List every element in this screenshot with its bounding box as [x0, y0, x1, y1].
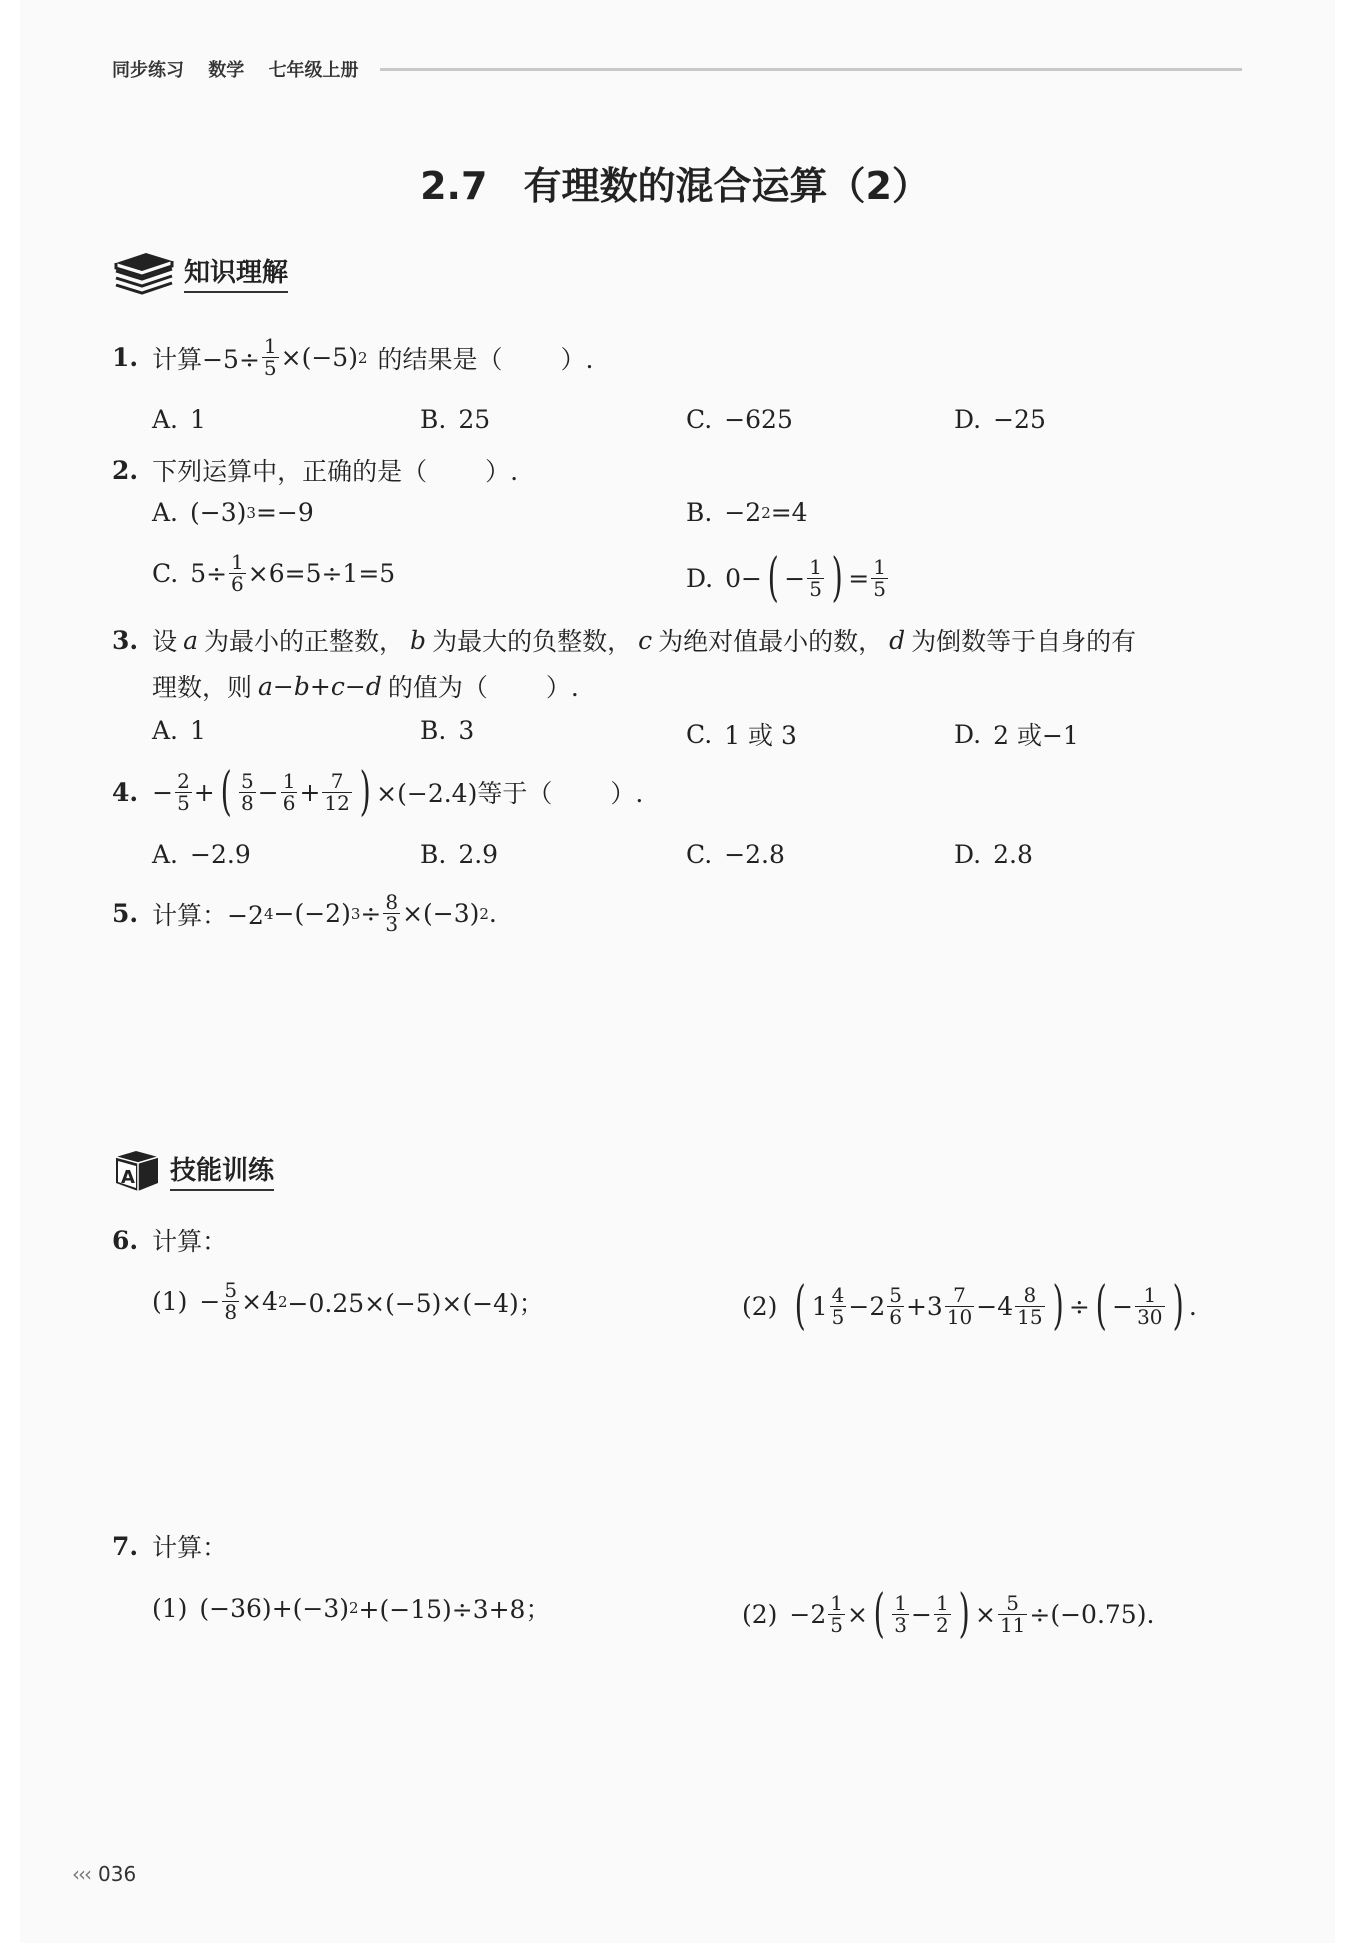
- denominator: 5: [177, 790, 190, 815]
- svg-text:A: A: [121, 1167, 135, 1188]
- option-letter: B.: [420, 405, 447, 434]
- question-number: 5.: [112, 899, 139, 928]
- denominator: 6: [889, 1304, 902, 1329]
- chevrons-left-icon: ‹‹‹: [72, 1862, 90, 1886]
- skills-section-heading: [112, 1146, 274, 1194]
- book-name: 同步练习: [112, 60, 184, 81]
- fraction: [830, 1282, 847, 1329]
- numerator: 1: [809, 554, 822, 579]
- q1-option-b[interactable]: [420, 405, 490, 434]
- books-stack-icon: [112, 249, 176, 295]
- numerator: 7: [953, 1282, 966, 1307]
- q7-text: +(−15)÷3+8；: [358, 1595, 551, 1624]
- question-number: 7.: [112, 1531, 139, 1561]
- q3-text: 的值为（: [387, 673, 488, 702]
- option-letter: D.: [954, 719, 982, 749]
- denominator: 12: [324, 790, 350, 815]
- option-text: 5÷: [190, 559, 228, 588]
- option-text: 1: [190, 405, 206, 434]
- operator: −: [344, 671, 366, 701]
- mixed-number: [810, 1590, 847, 1637]
- denominator: 5: [873, 576, 886, 601]
- q3-option-b[interactable]: [420, 716, 474, 745]
- option-text: ×6=5÷1=5: [247, 559, 396, 588]
- q7-text: ÷(−0.75).: [1029, 1599, 1155, 1629]
- numerator: 8: [1023, 1282, 1037, 1307]
- numerator: 5: [889, 1282, 902, 1307]
- question-4: 4. − $\frac{2}{5}$ + ( $\frac{5}{8}$ − $\frac{1}{6}$ + $\frac{7}{12}$ ) ×(−2.4)等于（ ）.: [112, 762, 644, 822]
- whole: 1: [811, 1291, 828, 1321]
- operator: −: [199, 1287, 221, 1316]
- operator: +: [309, 671, 331, 701]
- question-5: 5. 计算：−2 4 −(−2) 3 ÷ $\frac{8}{3}$ ×(−3) 2 .: [112, 890, 497, 936]
- option-text: =−9: [255, 498, 314, 527]
- option-text: =4: [770, 498, 808, 527]
- q1-text-mid: ×(−5): [280, 343, 358, 372]
- grade-name: 七年级上册: [268, 60, 359, 81]
- section-title: [0, 155, 1350, 210]
- numerator: 5: [224, 1278, 238, 1302]
- question-7: [112, 1528, 227, 1564]
- q3-text-end: ）.: [545, 673, 579, 702]
- denominator: 3: [894, 1612, 907, 1637]
- operator: ÷: [1068, 1291, 1090, 1321]
- denominator: 2: [935, 1612, 949, 1637]
- q3-text: 理数，则: [152, 673, 253, 702]
- option-letter: A.: [152, 405, 179, 434]
- mixed-number: [997, 1282, 1046, 1329]
- numerator: 5: [1006, 1590, 1020, 1615]
- q3-option-c[interactable]: [686, 716, 797, 752]
- operator: −: [848, 1291, 870, 1321]
- q3-option-d[interactable]: [954, 716, 1079, 752]
- q5-text: −(−2): [273, 899, 351, 928]
- option-text: −625: [724, 405, 793, 434]
- operator: +: [905, 1291, 927, 1321]
- q4-text-end: ）.: [610, 779, 644, 808]
- q1-text-end: ）.: [560, 344, 594, 374]
- fraction: [807, 554, 824, 601]
- option-text: 2 或−1: [993, 721, 1079, 750]
- q5-text: .: [488, 899, 497, 928]
- whole: 2: [810, 1599, 827, 1629]
- option-text: =: [848, 563, 870, 593]
- numerator: 1: [894, 1590, 907, 1615]
- option-text: 2.8: [993, 840, 1033, 869]
- question-number: 6.: [112, 1225, 139, 1255]
- part-tag: (1): [152, 1287, 188, 1316]
- question-3-line-2: [152, 668, 579, 704]
- fraction: [262, 336, 279, 379]
- q3-text: 为倒数等于自身的有: [911, 627, 1137, 656]
- q3-text: 为绝对值最小的数，: [658, 627, 884, 656]
- option-text: 2.9: [458, 840, 499, 869]
- q6-part-2: (2) ( 1 $\frac{4}{5}$ − 2 $\frac{5}{6}$ + 3 $\frac{7}{10}$ − 4 $\frac{8}{15}$ ) ÷ ( − $\frac{1}{30}$ ) .: [742, 1276, 1197, 1336]
- q3-option-a[interactable]: [152, 716, 206, 745]
- fraction: [945, 1282, 974, 1329]
- option-letter: D.: [954, 840, 982, 869]
- variable: a: [258, 671, 273, 701]
- page-number: 036: [98, 1862, 137, 1886]
- option-letter: C.: [686, 719, 713, 749]
- operator: +: [299, 777, 321, 807]
- q2-text-end: ）.: [485, 457, 519, 486]
- q7-text: (−36)+(−3): [199, 1593, 349, 1623]
- q5-text: ×(−3): [402, 899, 480, 928]
- question-number: 3.: [112, 625, 139, 655]
- q2-option-b[interactable]: B. −2 2 =4: [686, 498, 808, 527]
- option-text: 3: [458, 716, 475, 745]
- denominator: 8: [241, 790, 254, 815]
- denominator: 5: [831, 1304, 845, 1329]
- fraction: [222, 1280, 239, 1323]
- option-text: 1: [190, 716, 206, 745]
- fraction: [828, 1590, 845, 1637]
- q6-text: ×4: [241, 1287, 278, 1316]
- q6-text: 计算：: [152, 1227, 228, 1256]
- whole: 2: [869, 1291, 886, 1321]
- question-1: 1. 计算−5÷ $\frac{1}{5}$ ×(−5) 2 的结果是（ ）.: [112, 334, 594, 380]
- header-rule: [380, 68, 1242, 71]
- q4-option-b[interactable]: [420, 840, 498, 869]
- q7-part-1: (1) (−36)+(−3) 2 +(−15)÷3+8；: [152, 1590, 550, 1626]
- denominator: 11: [999, 1612, 1026, 1637]
- q2-option-d[interactable]: D. 0− ( − $\frac{1}{5}$ ) = $\frac{1}{5}$: [686, 548, 886, 608]
- option-letter: C.: [686, 840, 713, 869]
- knowledge-section-heading: [112, 248, 288, 296]
- option-text: (−3): [190, 498, 247, 527]
- mixed-number: [926, 1282, 976, 1329]
- option-text: −2.9: [190, 840, 251, 869]
- q1-text-post: 的结果是（: [377, 344, 503, 374]
- operator: ×: [974, 1599, 996, 1629]
- fraction: [998, 1590, 1027, 1637]
- numerator: 1: [263, 334, 277, 358]
- question-number: 1.: [112, 343, 139, 372]
- variable: c: [330, 671, 345, 701]
- denominator: 8: [224, 1300, 238, 1324]
- variable: d: [889, 625, 906, 655]
- denominator: 5: [263, 356, 277, 380]
- part-tag: (2): [742, 1599, 778, 1629]
- fraction: [175, 768, 192, 815]
- q7-text: 计算：: [152, 1533, 228, 1562]
- mixed-number: [811, 1282, 849, 1329]
- fraction: [383, 892, 400, 935]
- question-number: 2.: [112, 455, 139, 485]
- fraction: [887, 1282, 904, 1329]
- running-header: [112, 56, 377, 82]
- option-text: −2.8: [724, 840, 785, 869]
- fraction: [892, 1590, 909, 1637]
- numerator: 8: [385, 890, 399, 914]
- cube-a-icon: [112, 1147, 162, 1193]
- q1-option-c[interactable]: [686, 405, 793, 434]
- option-text: −2: [724, 498, 762, 527]
- knowledge-heading-label: 知识理解: [184, 252, 288, 293]
- option-letter: A.: [152, 840, 179, 869]
- q7-part-2: (2) − 2 $\frac{1}{5}$ × ( $\frac{1}{3}$ − $\frac{1}{2}$ ) × $\frac{5}{11}$ ÷(−0.75).: [742, 1584, 1155, 1644]
- denominator: 30: [1137, 1304, 1163, 1329]
- q4-option-c[interactable]: [686, 840, 785, 869]
- operator: −: [976, 1291, 998, 1321]
- q3-text: 设: [152, 627, 178, 656]
- fraction: [871, 554, 888, 601]
- skills-heading-label: 技能训练: [170, 1150, 274, 1191]
- option-text: 0−: [725, 563, 762, 593]
- variable: d: [365, 671, 382, 701]
- section-number: 2.7: [420, 164, 488, 208]
- numerator: 1: [873, 554, 886, 579]
- operator: −: [257, 777, 279, 807]
- option-letter: D.: [954, 405, 982, 434]
- denominator: 5: [809, 576, 822, 601]
- option-letter: B.: [686, 498, 713, 527]
- option-letter: B.: [420, 840, 447, 869]
- option-letter: D.: [686, 563, 714, 593]
- question-6: [112, 1222, 227, 1258]
- q2-text: 下列运算中，正确的是（: [152, 457, 428, 486]
- q6-text: −0.25×(−5)×(−4)；: [287, 1288, 544, 1318]
- q4-option-d[interactable]: [954, 840, 1033, 869]
- denominator: 6: [231, 572, 244, 596]
- denominator: 10: [946, 1304, 973, 1329]
- numerator: 7: [330, 768, 344, 793]
- whole: 4: [997, 1291, 1014, 1321]
- denominator: 15: [1017, 1304, 1043, 1329]
- q2-option-c[interactable]: [152, 552, 395, 595]
- whole: 3: [926, 1291, 943, 1321]
- operator: −: [789, 1599, 811, 1629]
- q1-option-d[interactable]: [954, 405, 1046, 434]
- option-text: −: [784, 563, 806, 593]
- operator: ×: [847, 1599, 868, 1629]
- fraction: [322, 768, 351, 815]
- fraction: [239, 768, 256, 815]
- q6-part-1: (1) − $\frac{5}{8}$ ×4 2 −0.25×(−5)×(−4)；: [152, 1278, 544, 1324]
- numerator: 5: [241, 768, 254, 793]
- variable: b: [293, 671, 310, 701]
- fraction: [934, 1590, 951, 1637]
- option-letter: A.: [152, 498, 179, 527]
- option-letter: C.: [686, 405, 713, 434]
- option-text: −25: [993, 405, 1046, 434]
- q4-option-a[interactable]: [152, 840, 251, 869]
- mixed-number: [869, 1282, 906, 1329]
- numerator: 1: [282, 768, 296, 793]
- question-number: 4.: [112, 777, 139, 807]
- q3-text: 为最小的正整数，: [204, 627, 405, 656]
- denominator: 6: [282, 790, 296, 815]
- fraction: [1135, 1282, 1164, 1329]
- variable: c: [638, 625, 653, 655]
- fraction: [229, 552, 246, 595]
- numerator: 1: [935, 1590, 949, 1615]
- numerator: 2: [177, 768, 190, 793]
- operator: −: [272, 671, 294, 701]
- operator: +: [193, 777, 215, 807]
- numerator: 1: [830, 1590, 844, 1615]
- page-footer: [72, 1862, 136, 1886]
- q3-text: 为最大的负整数，: [432, 627, 633, 656]
- part-tag: (2): [742, 1291, 778, 1321]
- option-letter: B.: [420, 716, 447, 745]
- q5-text: 计算：−2: [152, 900, 264, 930]
- denominator: 3: [385, 912, 399, 936]
- numerator: 1: [231, 550, 244, 574]
- option-text: 25: [458, 405, 491, 434]
- q1-option-a[interactable]: [152, 405, 206, 434]
- denominator: 5: [830, 1612, 844, 1637]
- q1-text-pre: 计算−5÷: [152, 344, 260, 374]
- question-2: [112, 452, 518, 488]
- option-text: 1 或 3: [724, 721, 797, 750]
- subject-name: 数学: [208, 60, 245, 81]
- operator: −: [911, 1599, 932, 1629]
- variable: b: [410, 625, 427, 655]
- operator: −: [1112, 1291, 1134, 1321]
- option-letter: C.: [152, 559, 179, 588]
- variable: a: [183, 625, 199, 655]
- fraction: [1015, 1282, 1044, 1329]
- q6-text: .: [1188, 1291, 1197, 1321]
- operator: ÷: [360, 899, 382, 928]
- option-letter: A.: [152, 716, 179, 745]
- question-3: [112, 622, 1136, 658]
- numerator: 4: [831, 1282, 845, 1307]
- operator: −: [152, 777, 174, 807]
- q4-text: ×(−2.4)等于（: [376, 779, 553, 808]
- numerator: 1: [1143, 1282, 1157, 1307]
- fraction: [281, 768, 298, 815]
- q2-option-a[interactable]: A. (−3) 3 =−9: [152, 498, 314, 527]
- section-title-text: 有理数的混合运算（2）: [523, 164, 930, 208]
- part-tag: (1): [152, 1593, 188, 1623]
